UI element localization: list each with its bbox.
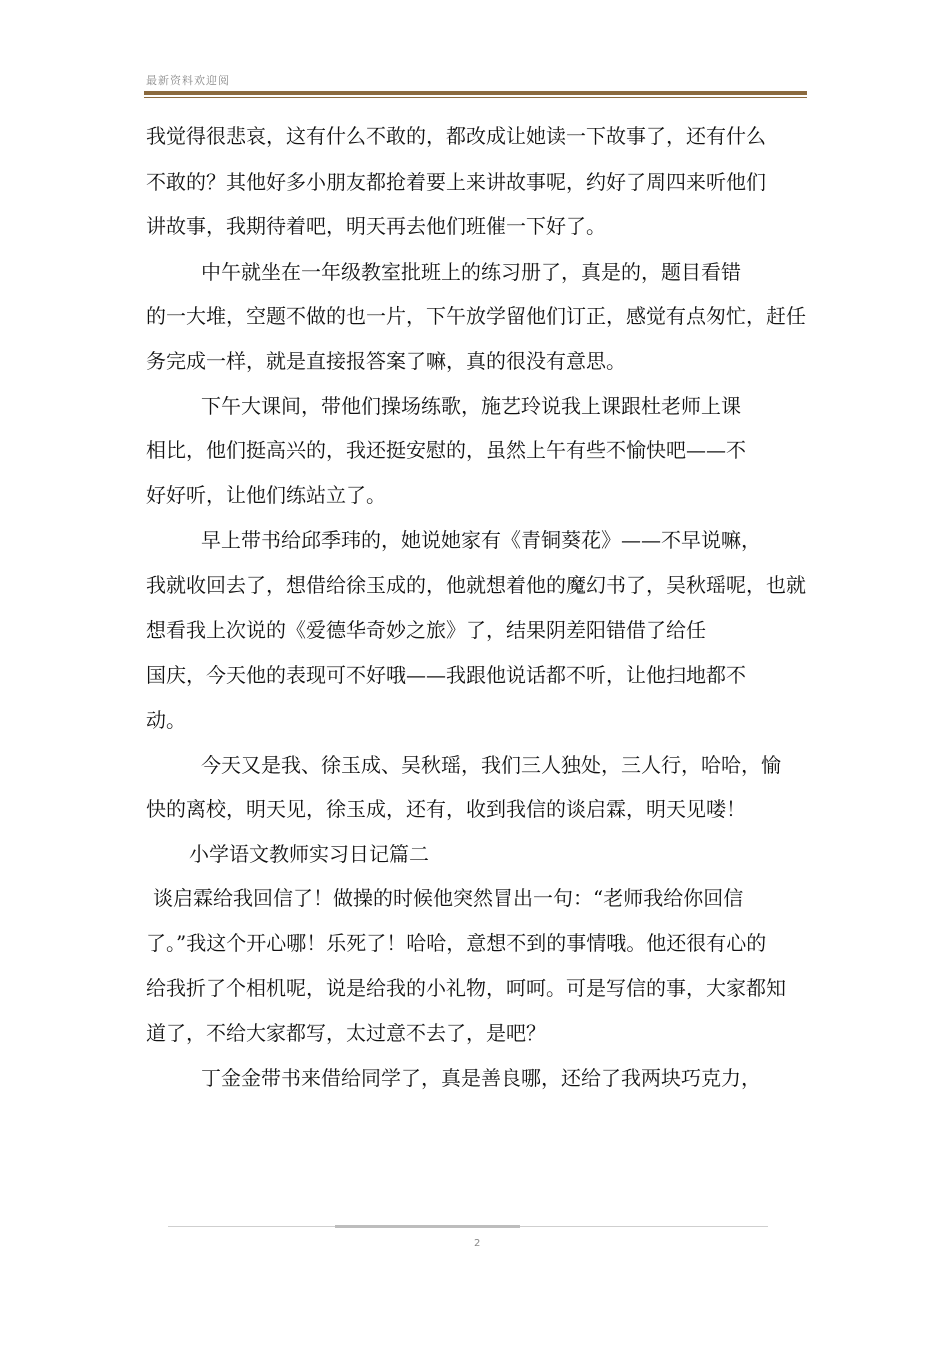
text-line: 我就收回去了，想借给徐玉成的，他就想着他的魔幻书了，吴秋瑶呢，也就 bbox=[146, 573, 806, 597]
text-line: 的一大堆，空题不做的也一片，下午放学留他们订正，感觉有点匆忙，赶任 bbox=[146, 304, 806, 328]
page-number: 2 bbox=[474, 1238, 481, 1249]
text-line: 早上带书给邱季玮的，她说她家有《青铜葵花》——不早说嘛， bbox=[201, 528, 761, 552]
text-line: 了。”我这个开心哪！乐死了！哈哈，意想不到的事情哦。他还很有心的 bbox=[146, 931, 767, 955]
text-line: 好好听，让他们练站立了。 bbox=[146, 483, 386, 507]
text-line: 讲故事，我期待着吧，明天再去他们班催一下好了。 bbox=[146, 214, 606, 238]
text-line: 下午大课间，带他们操场练歌，施艺玲说我上课跟杜老师上课 bbox=[201, 394, 741, 418]
header-rule-thick bbox=[144, 91, 807, 95]
header-rule-thin bbox=[144, 97, 807, 98]
text-line: 国庆，今天他的表现可不好哦——我跟他说话都不听，让他扫地都不 bbox=[146, 663, 746, 687]
text-line: 谈启霖给我回信了！做操的时候他突然冒出一句：“老师我给你回信 bbox=[153, 886, 744, 910]
footer-rule-accent bbox=[335, 1225, 520, 1228]
text-line: 务完成一样，就是直接报答案了嘛，真的很没有意思。 bbox=[146, 349, 626, 373]
text-line: 快的离校，明天见，徐玉成，还有，收到我信的谈启霖，明天见喽！ bbox=[146, 797, 746, 821]
text-line: 给我折了个相机呢，说是给我的小礼物，呵呵。可是写信的事，大家都知 bbox=[146, 976, 786, 1000]
text-line: 不敢的？其他好多小朋友都抢着要上来讲故事呢，约好了周四来听他们 bbox=[146, 170, 766, 194]
text-line: 中午就坐在一年级教室批班上的练习册了，真是的，题目看错 bbox=[201, 260, 741, 284]
text-line: 今天又是我、徐玉成、吴秋瑶，我们三人独处，三人行，哈哈，愉 bbox=[201, 753, 781, 777]
text-line: 丁金金带书来借给同学了，真是善良哪，还给了我两块巧克力， bbox=[201, 1066, 761, 1090]
text-line: 相比，他们挺高兴的，我还挺安慰的，虽然上午有些不愉快吧——不 bbox=[146, 438, 746, 462]
header-text: 最新资料欢迎阅 bbox=[146, 74, 230, 87]
section-heading: 小学语文教师实习日记篇二 bbox=[189, 842, 429, 866]
text-line: 我觉得很悲哀，这有什么不敢的，都改成让她读一下故事了，还有什么 bbox=[146, 124, 766, 148]
text-line: 想看我上次说的《爱德华奇妙之旅》了，结果阴差阳错借了给任 bbox=[146, 618, 706, 642]
text-line: 动。 bbox=[146, 708, 186, 732]
text-line: 道了，不给大家都写，太过意不去了，是吧？ bbox=[146, 1021, 546, 1045]
